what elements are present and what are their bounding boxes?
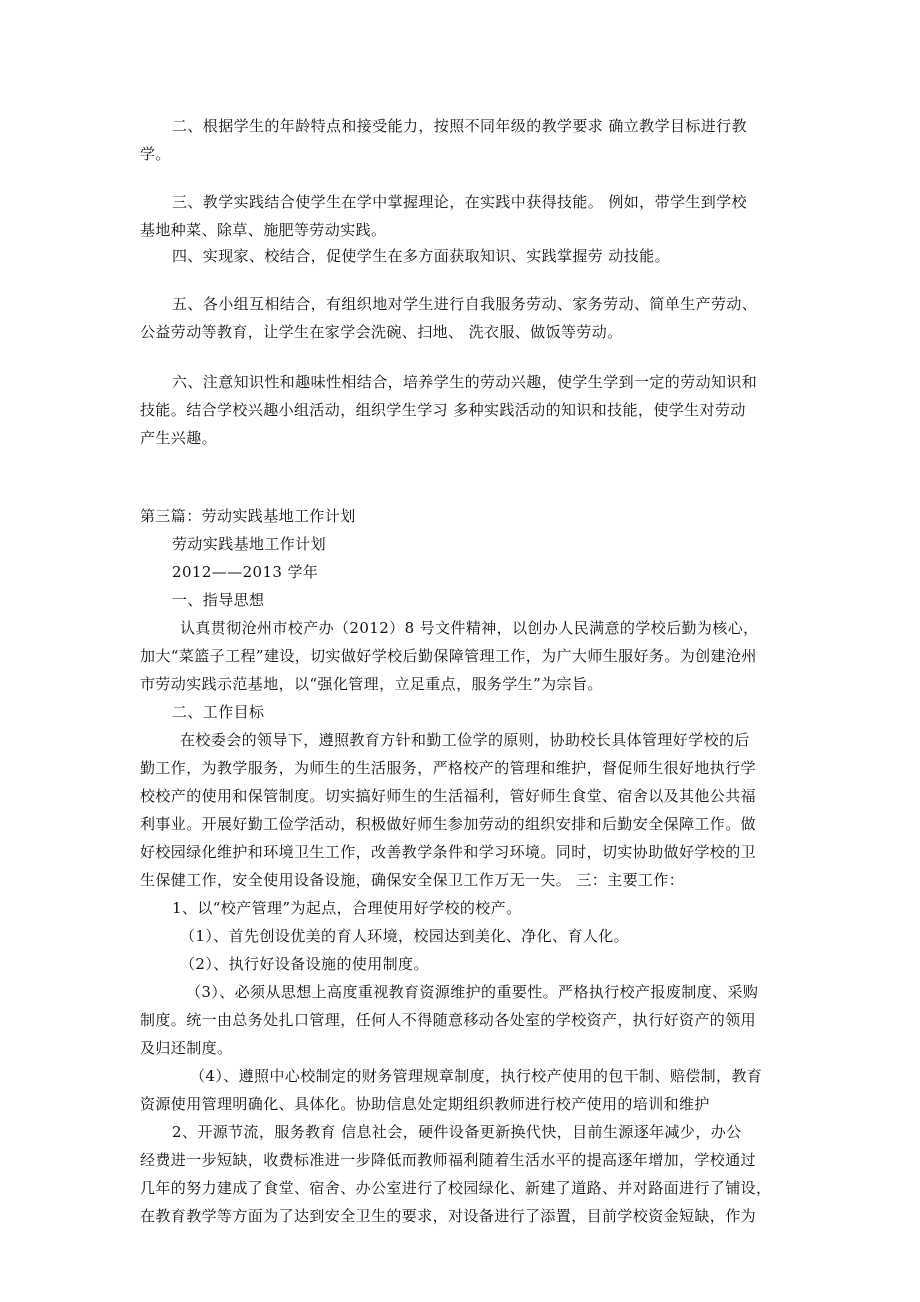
text-line: 市劳动实践示范基地，以“强化管理，立足重点，服务学生”为宗旨。 <box>140 675 603 693</box>
text-line: 及归还制度。 <box>140 1039 233 1057</box>
sub-item: （4）、遵照中心校制定的财务管理规章制度，执行校产使用的包干制、赔偿制，教育 <box>190 1067 763 1085</box>
text-line: 在教育教学等方面为了达到安全卫生的要求，对设备进行了添置，目前学校资金短缺，作为 <box>140 1207 757 1225</box>
paragraph-5 <box>140 290 790 346</box>
text-line: 几年的努力建成了食堂、宿舍、办公室进行了校园绿化、新建了道路、并对路面进行了铺设， <box>140 1179 772 1197</box>
text-line: 产生兴趣。 <box>140 429 218 447</box>
text-line: 利事业。开展好勤工俭学活动，积极做好师生参加劳动的组织安排和后勤安全保障工作。做 <box>140 815 757 833</box>
heading-work-goals: 二、工作目标 <box>172 703 265 721</box>
text-line: 基地种菜、除草、施肥等劳动实践。 <box>140 221 387 239</box>
paragraph-3 <box>140 188 790 244</box>
text-line: 三、教学实践结合使学生在学中掌握理论，在实践中获得技能。 例如，带学生到学校 <box>172 193 747 211</box>
text-line: 在校委会的领导下，遵照教育方针和勤工俭学的原则，协助校长具体管理好学校的后 <box>180 731 750 749</box>
text-line: 制度。统一由总务处扎口管理，任何人不得随意移动各处室的学校资产，执行好资产的领用 <box>140 1011 757 1029</box>
text-line: 五、各小组互相结合，有组织地对学生进行自我服务劳动、家务劳动、简单生产劳动、 <box>172 295 758 313</box>
text-line: 好校园绿化维护和环境卫生工作，改善教学条件和学习环境。同时，切实协助做好学校的卫 <box>140 843 757 861</box>
chapter-three <box>140 502 790 1230</box>
document-subtitle: 劳动实践基地工作计划 <box>172 535 327 553</box>
text-line: 经费进一步短缺，收费标准进一步降低而教师福利随着生活水平的提高逐年增加，学校通过 <box>140 1151 757 1169</box>
sub-item: （3）、必须从思想上高度重视教育资源维护的重要性。严格执行校产报废制度、采购 <box>186 983 759 1001</box>
list-item: 2、开源节流，服务教育 信息社会，硬件设备更新换代快，目前生源逐年减少，办公 <box>172 1123 742 1141</box>
text-line: 校校产的使用和保管制度。切实搞好师生的生活福利，管好师生食堂、宿舍以及其他公共福 <box>140 787 757 805</box>
text-line: 四、实现家、校结合，促使学生在多方面获取知识、实践掌握劳 动技能。 <box>172 247 670 265</box>
text-line: 认真贯彻沧州市校产办（2012）8 号文件精神，以创办人民满意的学校后勤为核心， <box>180 619 759 637</box>
text-line: 勤工作，为教学服务，为师生的生活服务，严格校产的管理和维护，督促师生很好地执行学 <box>140 759 757 777</box>
school-year: 2012——2013 学年 <box>172 563 319 581</box>
list-item: 1、以“校产管理”为起点，合理使用好学校的校产。 <box>172 899 522 917</box>
text-line: 公益劳动等教育，让学生在家学会洗碗、扫地、 洗衣服、做饭等劳动。 <box>140 323 623 341</box>
text-line: 资源使用管理明确化、具体化。协助信息处定期组织教师进行校产使用的培训和维护 <box>140 1095 710 1113</box>
text-line: 学。 <box>140 145 171 163</box>
text-line: 技能。结合学校兴趣小组活动，组织学生学习 多种实践活动的知识和技能，使学生对劳动 <box>140 401 746 419</box>
text-line: 加大“菜篮子工程”建设，切实做好学校后勤保障管理工作，为广大师生服好务。为创建沧州 <box>140 647 757 665</box>
heading-guiding-thought: 一、指导思想 <box>172 591 265 609</box>
paragraph-4 <box>140 242 790 270</box>
chapter-title: 第三篇：劳动实践基地工作计划 <box>140 507 356 525</box>
sub-item: （2）、执行好设备设施的使用制度。 <box>180 955 429 973</box>
text-line: 生保健工作，安全使用设备设施，确保安全保卫工作万无一失。 三：主要工作： <box>140 871 685 889</box>
paragraph-6 <box>140 368 790 452</box>
text-line: 六、注意知识性和趣味性相结合，培养学生的劳动兴趣，使学生学到一定的劳动知识和 <box>172 373 758 391</box>
text-line: 二、根据学生的年龄特点和接受能力，按照不同年级的教学要求 确立教学目标进行教 <box>172 117 747 135</box>
paragraph-2 <box>140 112 790 168</box>
sub-item: （1）、首先创设优美的育人环境，校园达到美化、净化、育人化。 <box>180 927 630 945</box>
